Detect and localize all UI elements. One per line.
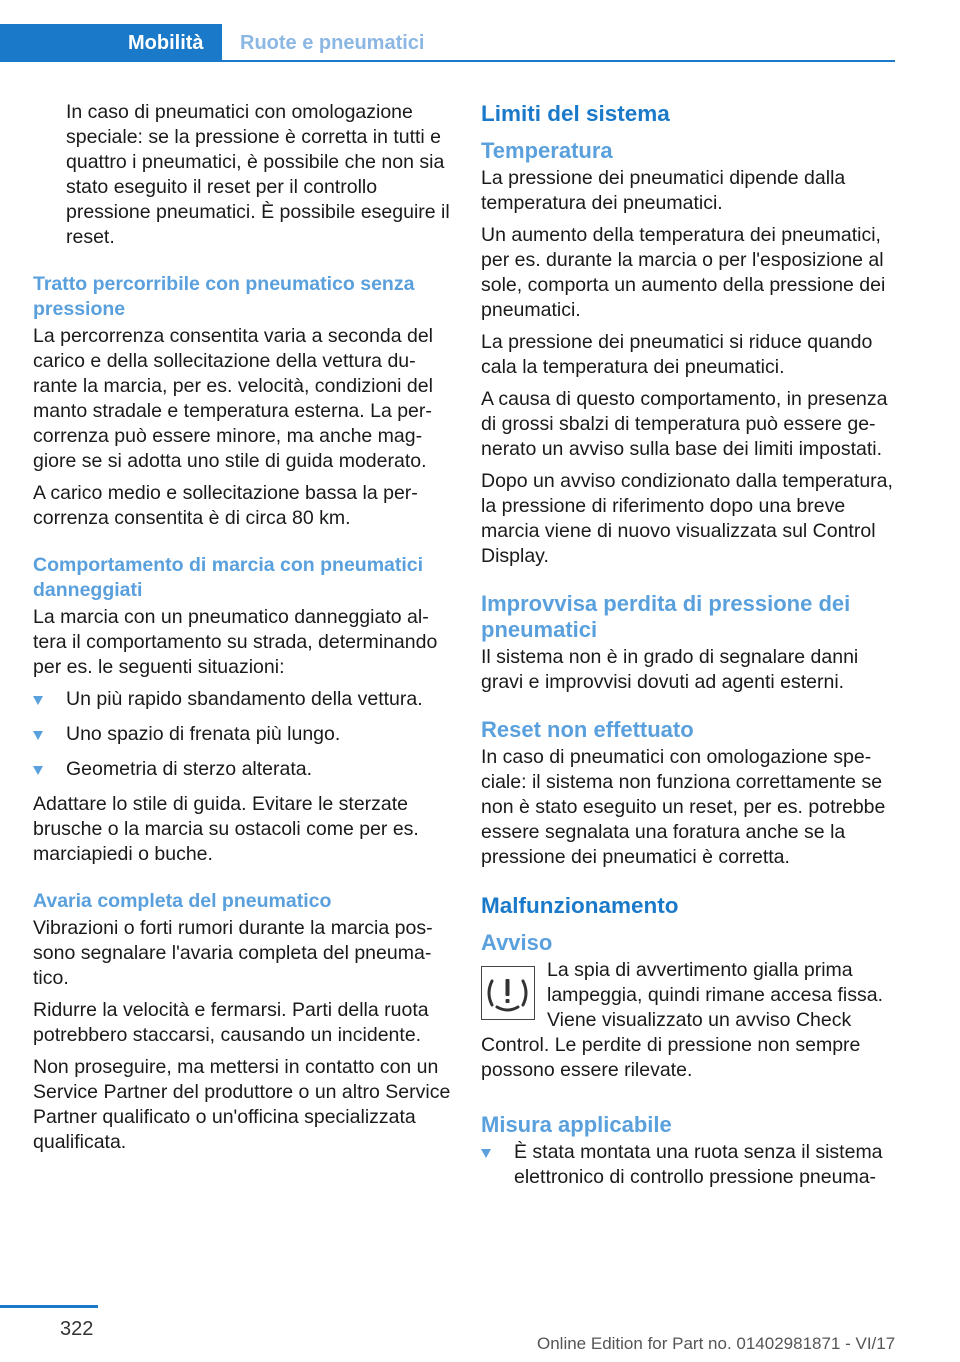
header-rule <box>222 60 895 62</box>
footer-edition: Online Edition for Part no. 01402981871 - VI/17 <box>537 1334 896 1353</box>
page-number: 322 <box>60 1318 94 1340</box>
malfunction-heading: Malfunzionamento <box>481 893 679 918</box>
list-item: Un più rapido sbandamento della vettura. <box>33 687 451 712</box>
failure-paragraph-3: Non proseguire, ma mettersi in contatto con un Service Partner del produttore o un altro Service Partner qualificato o un'officina specializzata qualificata. <box>33 1056 451 1153</box>
behaviour-paragraph-2: Adattare lo stile di guida. Evitare le sterzate brusche o la marcia su ostacoli come per es. marciapiedi o buche. <box>33 793 419 865</box>
behaviour-heading: Comportamento di marcia con pneumatici danneggiati <box>33 554 424 601</box>
failure-heading: Avaria completa del pneumatico <box>33 890 332 912</box>
intro-paragraph: In caso di pneumatici con omologazione speciale: se la pressione è corretta in tutti e quattro i pneumatici, è possibile che non sia stato eseguito il reset per il controllo pressione pneumatici. È possibile eseguire il reset. <box>66 101 450 248</box>
bullet-triangle-icon <box>481 1149 491 1158</box>
bullet-triangle-icon <box>33 731 43 740</box>
measure-list <box>481 1140 899 1190</box>
temperature-paragraph-1: La pressione dei pneumatici dipende dalla temperatura dei pneumatici. <box>481 167 846 214</box>
limits-heading: Limiti del sistema <box>481 101 670 126</box>
behaviour-paragraph-1: La marcia con un pneumatico danneggiato altera il comportamento su strada, determinando per es. le seguenti situazioni: <box>33 606 438 678</box>
page-number-rule <box>0 1305 98 1308</box>
warning-block <box>481 958 899 1090</box>
range-paragraph-2: A carico medio e sollecitazione bassa la percorrenza consentita è di circa 80 km. <box>33 482 418 529</box>
left-column <box>33 100 451 1162</box>
sudden-loss-paragraph: Il sistema non è in grado di segnalare danni gravi e improvvisi dovuti ad agenti esterni. <box>481 646 859 693</box>
bullet-triangle-icon <box>33 696 43 705</box>
failure-paragraph-1: Vibrazioni o forti rumori durante la marcia possono segnalare l'avaria completa del pneumatico. <box>33 917 433 989</box>
sudden-loss-heading: Improvvisa perdita di pressione dei pneumatici <box>481 591 851 642</box>
warning-paragraph: La spia di avvertimento gialla prima lampeggia, quindi rimane accesa fissa. Viene visualizzato un avviso Check Control. Le perdite di pressione non sempre possono essere rilevate. <box>481 959 884 1081</box>
list-item: Geometria di sterzo alterata. <box>33 757 451 782</box>
right-column <box>481 100 899 1200</box>
temperature-paragraph-5: Dopo un avviso condizionato dalla temperatura, la pressione di riferimento dopo una breve marcia viene di nuovo visualizzata sul Control Display. <box>481 470 893 567</box>
bullet-triangle-icon <box>33 766 43 775</box>
failure-paragraph-2: Ridurre la velocità e fermarsi. Parti della ruota potrebbero staccarsi, causando un incidente. <box>33 999 429 1046</box>
warning-heading: Avviso <box>481 930 553 955</box>
temperature-paragraph-3: La pressione dei pneumatici si riduce quando cala la temperatura dei pneumatici. <box>481 331 873 378</box>
range-paragraph-1: La percorrenza consentita varia a seconda del carico e della sollecitazione della vettura durante la marcia, per es. velocità, condizioni del manto stradale e temperatura esterna. La percorrenza può essere minore, ma anche maggiore se si adotta uno stile di guida moderato. <box>33 325 433 472</box>
section-tab: Mobilità <box>0 24 222 62</box>
chapter-title: Ruote e pneumatici <box>240 32 425 54</box>
list-item: È stata montata una ruota senza il sistema elettronico di controllo pressione pneuma- <box>481 1140 899 1190</box>
reset-paragraph: In caso di pneumatici con omologazione speciale: il sistema non funziona correttamente se non è stato eseguito un reset, per es. potrebbe essere segnalata una foratura anche se la pressione dei pneumatici è corretta. <box>481 746 886 868</box>
measure-heading: Misura applicabile <box>481 1112 672 1137</box>
list-item: Uno spazio di frenata più lungo. <box>33 722 451 747</box>
tire-pressure-warning-icon <box>481 966 535 1020</box>
reset-heading: Reset non effettuato <box>481 717 694 742</box>
range-heading: Tratto percorribile con pneumatico senza pressione <box>33 273 415 320</box>
behaviour-list <box>33 687 451 782</box>
temperature-paragraph-2: Un aumento della temperatura dei pneumatici, per es. durante la marcia o per l'esposizione al sole, comporta un aumento della pressione dei pneumatici. <box>481 224 886 321</box>
temperature-paragraph-4: A causa di questo comportamento, in presenza di grossi sbalzi di temperatura può essere generato un avviso sulla base dei limiti impostati. <box>481 388 888 460</box>
temperature-heading: Temperatura <box>481 138 613 163</box>
